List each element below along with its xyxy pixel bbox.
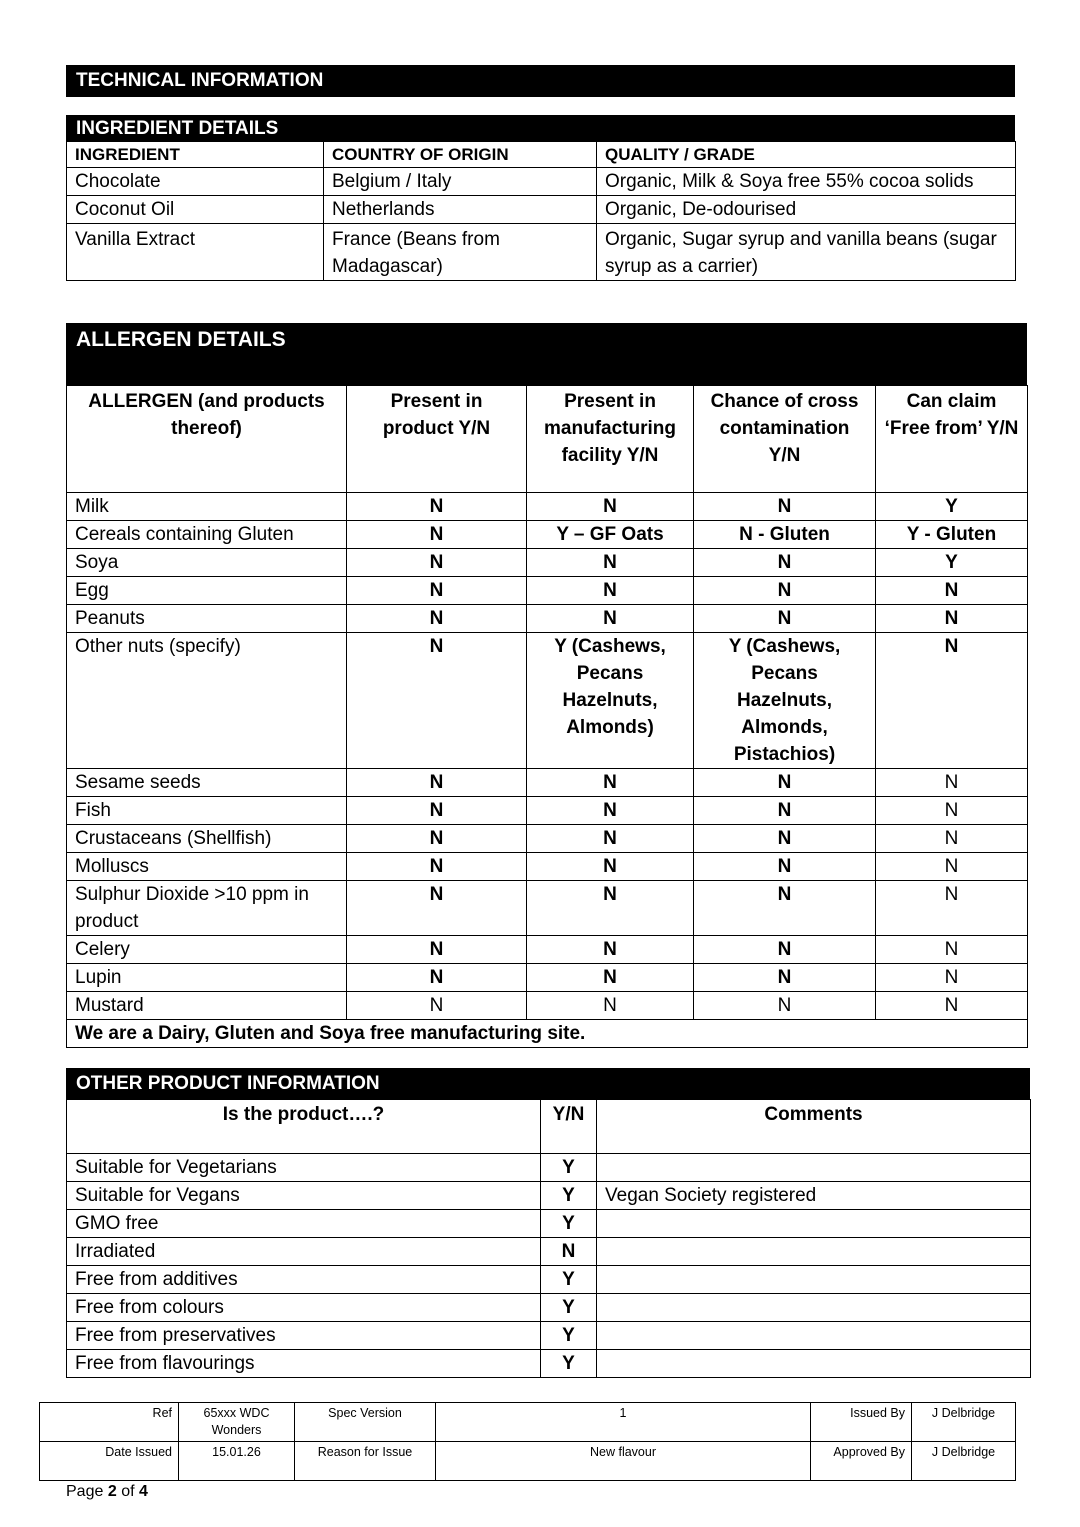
present-in-facility-cell: N [527, 605, 694, 633]
allergen-row [67, 881, 1028, 936]
cross-contamination-cell: N [694, 881, 876, 936]
present-in-facility-col-header: Present in manufacturing facility Y/N [527, 386, 694, 493]
present-in-facility-cell: Y (Cashews, Pecans Hazelnuts, Almonds) [527, 633, 694, 769]
free-from-cell: N [876, 825, 1028, 853]
present-in-facility-cell: Y – GF Oats [527, 521, 694, 549]
present-in-product-cell: N [347, 769, 527, 797]
present-in-product-cell: N [347, 853, 527, 881]
product-question-cell: Suitable for Vegans [67, 1182, 541, 1210]
other-product-row [67, 1322, 1031, 1350]
other-product-row [67, 1182, 1031, 1210]
product-question-cell: Free from additives [67, 1266, 541, 1294]
free-from-cell: N [876, 769, 1028, 797]
present-in-facility-cell: N [527, 881, 694, 936]
present-in-product-cell: N [347, 577, 527, 605]
allergen-row [67, 797, 1028, 825]
product-question-cell: Irradiated [67, 1238, 541, 1266]
free-from-cell: N [876, 797, 1028, 825]
ref-value: 65xxx WDC Wonders [179, 1403, 295, 1442]
present-in-facility-cell: N [527, 853, 694, 881]
spec-footer-table [39, 1402, 1016, 1481]
allergen-row [67, 633, 1028, 769]
product-yn-cell: Y [541, 1350, 597, 1378]
free-from-cell: N [876, 577, 1028, 605]
present-in-facility-cell: N [527, 549, 694, 577]
allergen-row [67, 549, 1028, 577]
reason-label: Reason for Issue [295, 1442, 436, 1481]
spec-version-label: Spec Version [295, 1403, 436, 1442]
allergen-row [67, 605, 1028, 633]
allergen-details-header: ALLERGEN DETAILS [66, 323, 1027, 386]
cross-contamination-cell: N [694, 936, 876, 964]
product-comment-cell [597, 1266, 1031, 1294]
free-from-cell: N [876, 936, 1028, 964]
reason-value: New flavour [436, 1442, 811, 1481]
product-yn-cell: Y [541, 1154, 597, 1182]
allergen-row [67, 964, 1028, 992]
cross-contamination-cell: N [694, 769, 876, 797]
ingredient-details-header: INGREDIENT DETAILS [66, 115, 1015, 141]
issued-by-value: J Delbridge [912, 1403, 1016, 1442]
product-question-cell: Suitable for Vegetarians [67, 1154, 541, 1182]
allergen-name: Other nuts (specify) [67, 633, 347, 769]
free-from-cell: Y [876, 493, 1028, 521]
quality-col-header: QUALITY / GRADE [597, 142, 1016, 168]
free-from-cell: N [876, 633, 1028, 769]
product-comment-cell [597, 1210, 1031, 1238]
allergen-name: Cereals containing Gluten [67, 521, 347, 549]
cross-contamination-cell: N [694, 577, 876, 605]
present-in-product-cell: N [347, 992, 527, 1020]
product-yn-cell: Y [541, 1322, 597, 1350]
allergen-name: Molluscs [67, 853, 347, 881]
present-in-product-cell: N [347, 605, 527, 633]
approved-by-value: J Delbridge [912, 1442, 1016, 1481]
allergen-note: We are a Dairy, Gluten and Soya free manufacturing site. [67, 1020, 1028, 1048]
comments-col-header: Comments [597, 1100, 1031, 1154]
quality-cell: Organic, Milk & Soya free 55% cocoa solids [597, 168, 1016, 196]
cross-contamination-cell: N [694, 493, 876, 521]
cross-contamination-cell: N [694, 549, 876, 577]
cross-contamination-cell: N [694, 992, 876, 1020]
present-in-product-cell: N [347, 633, 527, 769]
cross-contamination-cell: N [694, 964, 876, 992]
free-from-cell: N [876, 853, 1028, 881]
allergen-row [67, 577, 1028, 605]
allergen-name: Milk [67, 493, 347, 521]
product-yn-cell: Y [541, 1294, 597, 1322]
cross-contamination-cell: N [694, 825, 876, 853]
allergen-name: Lupin [67, 964, 347, 992]
present-in-facility-cell: N [527, 992, 694, 1020]
present-in-facility-cell: N [527, 936, 694, 964]
technical-information-header: TECHNICAL INFORMATION [66, 65, 1015, 97]
present-in-product-col-header: Present in product Y/N [347, 386, 527, 493]
other-product-row [67, 1266, 1031, 1294]
quality-cell: Organic, De-odourised [597, 196, 1016, 224]
product-comment-cell: Vegan Society registered [597, 1182, 1031, 1210]
ingredient-col-header: INGREDIENT [67, 142, 324, 168]
free-from-cell: N [876, 992, 1028, 1020]
present-in-facility-cell: N [527, 825, 694, 853]
product-question-cell: Free from colours [67, 1294, 541, 1322]
present-in-product-cell: N [347, 964, 527, 992]
allergen-name: Egg [67, 577, 347, 605]
free-from-cell: N [876, 605, 1028, 633]
country-cell: Belgium / Italy [324, 168, 597, 196]
present-in-product-cell: N [347, 521, 527, 549]
other-product-info-header: OTHER PRODUCT INFORMATION [66, 1068, 1030, 1100]
date-issued-label: Date Issued [40, 1442, 179, 1481]
allergen-row [67, 825, 1028, 853]
other-product-row [67, 1210, 1031, 1238]
product-comment-cell [597, 1294, 1031, 1322]
product-yn-cell: Y [541, 1266, 597, 1294]
issued-by-label: Issued By [811, 1403, 912, 1442]
present-in-product-cell: N [347, 797, 527, 825]
present-in-product-cell: N [347, 936, 527, 964]
allergen-row [67, 936, 1028, 964]
allergen-name: Peanuts [67, 605, 347, 633]
allergen-row [67, 521, 1028, 549]
is-the-product-col-header: Is the product….? [67, 1100, 541, 1154]
present-in-product-cell: N [347, 881, 527, 936]
spec-version-value: 1 [436, 1403, 811, 1442]
present-in-product-cell: N [347, 493, 527, 521]
allergen-row [67, 493, 1028, 521]
allergen-col-header: ALLERGEN (and products thereof) [67, 386, 347, 493]
cross-contamination-cell: N - Gluten [694, 521, 876, 549]
date-issued-value: 15.01.26 [179, 1442, 295, 1481]
present-in-product-cell: N [347, 825, 527, 853]
present-in-facility-cell: N [527, 964, 694, 992]
allergen-name: Crustaceans (Shellfish) [67, 825, 347, 853]
product-question-cell: GMO free [67, 1210, 541, 1238]
present-in-product-cell: N [347, 549, 527, 577]
allergen-name: Sesame seeds [67, 769, 347, 797]
product-comment-cell [597, 1322, 1031, 1350]
free-from-cell: N [876, 881, 1028, 936]
ref-label: Ref [40, 1403, 179, 1442]
ingredient-cell: Vanilla Extract [67, 224, 324, 281]
free-from-cell: Y - Gluten [876, 521, 1028, 549]
cross-contamination-cell: Y (Cashews, Pecans Hazelnuts, Almonds, Pistachios) [694, 633, 876, 769]
cross-contamination-col-header: Chance of cross contamination Y/N [694, 386, 876, 493]
allergen-name: Celery [67, 936, 347, 964]
product-yn-cell: Y [541, 1182, 597, 1210]
other-product-table [66, 1099, 1031, 1378]
quality-cell: Organic, Sugar syrup and vanilla beans (sugar syrup as a carrier) [597, 224, 1016, 281]
free-from-cell: N [876, 964, 1028, 992]
allergen-name: Sulphur Dioxide >10 ppm in product [67, 881, 347, 936]
ingredient-cell: Coconut Oil [67, 196, 324, 224]
cross-contamination-cell: N [694, 853, 876, 881]
present-in-facility-cell: N [527, 493, 694, 521]
other-product-row [67, 1350, 1031, 1378]
product-comment-cell [597, 1238, 1031, 1266]
page-number: Page 2 of 4 [66, 1483, 148, 1500]
approved-by-label: Approved By [811, 1442, 912, 1481]
country-cell: France (Beans from Madagascar) [324, 224, 597, 281]
product-question-cell: Free from flavourings [67, 1350, 541, 1378]
present-in-facility-cell: N [527, 797, 694, 825]
free-from-cell: Y [876, 549, 1028, 577]
ingredient-cell: Chocolate [67, 168, 324, 196]
product-comment-cell [597, 1154, 1031, 1182]
cross-contamination-cell: N [694, 605, 876, 633]
other-product-row [67, 1238, 1031, 1266]
product-question-cell: Free from preservatives [67, 1322, 541, 1350]
product-comment-cell [597, 1350, 1031, 1378]
other-product-row [67, 1154, 1031, 1182]
allergen-table [66, 385, 1028, 1048]
present-in-facility-cell: N [527, 769, 694, 797]
allergen-name: Soya [67, 549, 347, 577]
present-in-facility-cell: N [527, 577, 694, 605]
allergen-name: Mustard [67, 992, 347, 1020]
product-yn-cell: Y [541, 1210, 597, 1238]
allergen-name: Fish [67, 797, 347, 825]
allergen-row [67, 769, 1028, 797]
country-col-header: COUNTRY OF ORIGIN [324, 142, 597, 168]
country-cell: Netherlands [324, 196, 597, 224]
product-yn-cell: N [541, 1238, 597, 1266]
free-from-col-header: Can claim ‘Free from’ Y/N [876, 386, 1028, 493]
allergen-row [67, 853, 1028, 881]
cross-contamination-cell: N [694, 797, 876, 825]
ingredient-table [66, 141, 1016, 281]
yn-col-header: Y/N [541, 1100, 597, 1154]
other-product-row [67, 1294, 1031, 1322]
allergen-row [67, 992, 1028, 1020]
